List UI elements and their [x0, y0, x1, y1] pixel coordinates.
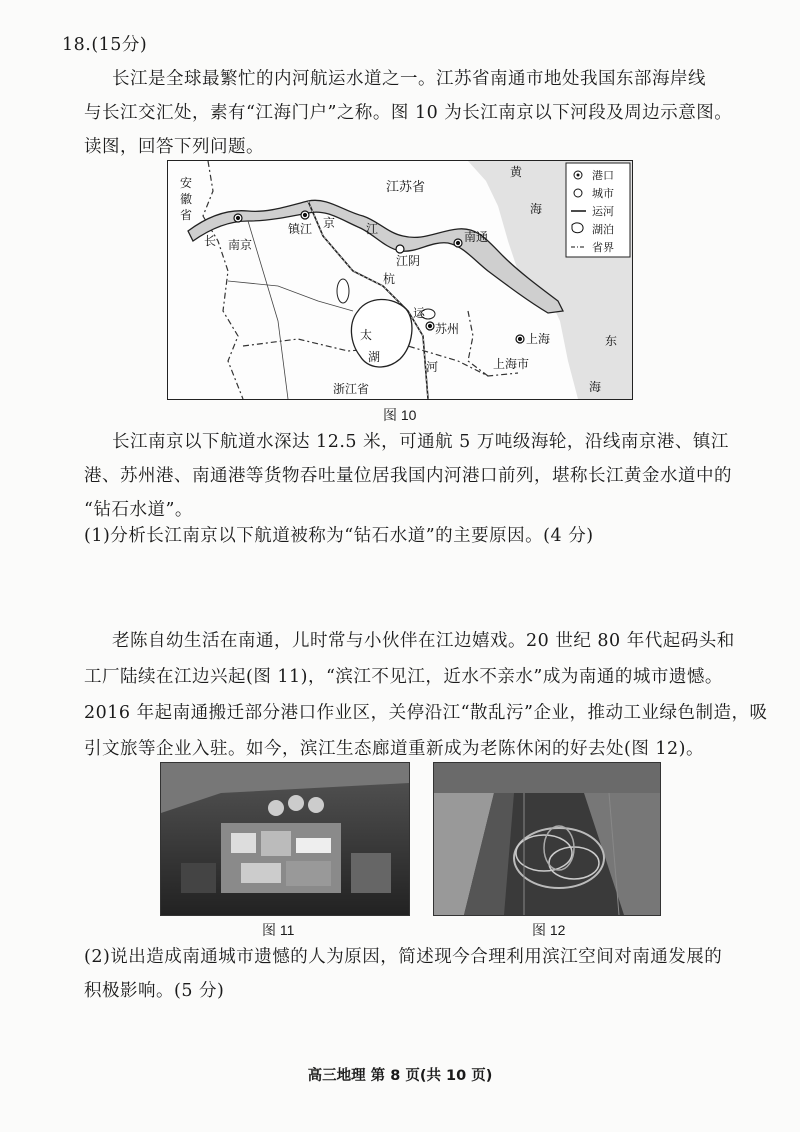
label-taihu-2: 湖 [368, 350, 381, 364]
question-2-line-1: (2)说出造成南通城市遗憾的人为原因，简述现今合理利用滨江空间对南通发展的 [84, 947, 723, 967]
intro-line-3: 读图，回答下列问题。 [84, 137, 264, 157]
label-changjiang: 长 [204, 234, 217, 248]
fig10-caption: 图 10 [383, 407, 417, 423]
inland-line-2 [228, 281, 353, 311]
question-1: (1)分析长江南京以下航道被称为“钻石水道”的主要原因。(4 分) [84, 526, 594, 546]
label-jiangyin: 江阴 [396, 254, 421, 268]
fig11-photo [160, 762, 410, 916]
question-number: 18.(15分) [62, 35, 148, 55]
label-taihu-1: 太 [360, 328, 373, 342]
lake-small-1 [337, 279, 349, 303]
label-canal-2: 杭 [383, 272, 396, 286]
para3-line-2: 工厂陆续在江边兴起(图 11)，“滨江不见江，近水不亲水”成为南通的城市遗憾。 [84, 667, 723, 687]
label-jiang: 江 [366, 222, 379, 236]
label-shanghai-city: 上海市 [493, 357, 530, 371]
label-zhejiang: 浙江省 [333, 382, 370, 396]
para2-line-3: “钻石水道”。 [84, 500, 193, 520]
label-huanghai-2: 海 [530, 202, 543, 216]
label-canal-1: 京 [323, 216, 336, 230]
legend-lake: 湖泊 [592, 223, 614, 236]
fig11-caption: 图 11 [262, 922, 295, 938]
label-nantong: 南通 [464, 230, 489, 244]
para2-line-1: 长江南京以下航道水深达 12.5 米，可通航 5 万吨级海轮，沿线南京港、镇江 [112, 432, 729, 452]
anhui-border [203, 161, 243, 399]
label-shanghai: 上海 [526, 332, 551, 346]
fig12-caption: 图 12 [532, 922, 566, 938]
map-legend [566, 163, 630, 257]
label-canal-4: 河 [426, 360, 439, 374]
label-suzhou: 苏州 [435, 322, 460, 336]
para3-line-3: 2016 年起南通搬迁部分港口作业区，关停沿江“散乱污”企业，推动工业绿色制造，吸 [84, 703, 768, 723]
map-svg [168, 161, 632, 399]
page-footer: 高三地理 第 8 页(共 10 页) [307, 1068, 493, 1084]
legend-canal: 运河 [592, 205, 614, 218]
label-donghai-1: 东 [605, 334, 618, 348]
question-2-line-2: 积极影响。(5 分) [84, 981, 225, 1001]
label-donghai-2: 海 [589, 380, 602, 394]
yangtze-map [167, 160, 633, 400]
shanghai-border [468, 311, 488, 376]
intro-line-1: 长江是全球最繁忙的内河航运水道之一。江苏省南通市地处我国东部海岸线 [112, 69, 706, 89]
label-canal-3: 运 [413, 306, 426, 320]
label-jiangsu: 江苏省 [386, 180, 426, 195]
label-nanjing: 南京 [228, 238, 253, 252]
label-anhui-1: 安 [180, 176, 193, 190]
fig12-photo [433, 762, 661, 916]
legend-port: 港口 [592, 169, 614, 182]
intro-line-2: 与长江交汇处，素有“江海门户”之称。图 10 为长江南京以下河段及周边示意图。 [84, 103, 733, 123]
label-anhui-2: 徽 [180, 192, 193, 206]
legend-border: 省界 [592, 241, 614, 254]
label-huanghai-1: 黄 [510, 165, 523, 179]
inland-line-1 [248, 221, 288, 399]
para3-line-1: 老陈自幼生活在南通，儿时常与小伙伴在江边嬉戏。20 世纪 80 年代起码头和 [112, 631, 735, 651]
label-anhui-3: 省 [180, 208, 193, 222]
label-zhenjiang: 镇江 [288, 222, 313, 236]
legend-city: 城市 [592, 187, 614, 200]
para2-line-2: 港、苏州港、南通港等货物吞吐量位居我国内河港口前列，堪称长江黄金水道中的 [84, 466, 732, 486]
para3-line-4: 引文旅等企业入驻。如今，滨江生态廊道重新成为老陈休闲的好去处(图 12)。 [84, 739, 704, 759]
